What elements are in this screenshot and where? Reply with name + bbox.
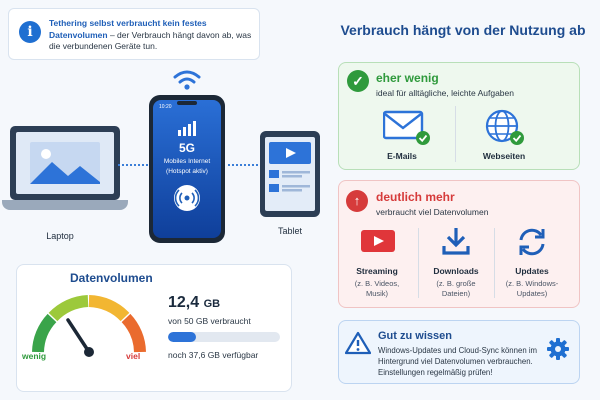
tip-heading: Gut zu wissen <box>378 330 452 342</box>
signal-icon <box>177 120 197 136</box>
streaming-sub2: Musik) <box>365 289 389 298</box>
phone-line2: (Hotspot aktiv) <box>166 168 208 175</box>
tablet-label: Tablet <box>277 226 303 236</box>
usage-progress-fill <box>168 332 196 342</box>
warning-icon <box>345 331 371 355</box>
play-icon <box>360 228 396 256</box>
low-usage-desc: ideal für alltägliche, leichte Aufgaben <box>376 88 514 98</box>
arrow-up-icon: ↑ <box>346 190 368 212</box>
low-usage-heading: eher wenig <box>376 71 439 85</box>
info-box <box>8 8 260 60</box>
info-icon: i <box>19 21 41 43</box>
wifi-icon <box>172 68 202 92</box>
low-usage-card <box>338 62 580 170</box>
updates-sub1: (z. B. Windows- <box>505 279 559 288</box>
gauge-high-label: viel <box>126 351 141 361</box>
connection-line-left <box>118 164 148 166</box>
used-amount: 12,4 GB <box>168 294 221 311</box>
downloads-sub2: Dateien) <box>441 289 471 298</box>
image-icon <box>30 142 100 184</box>
websites-label: Webseiten <box>482 151 526 161</box>
streaming-sub1: (z. B. Videos, <box>354 279 400 288</box>
download-icon <box>441 226 471 256</box>
connection-line-right <box>228 164 258 166</box>
phone-time: 10:20 <box>159 104 172 110</box>
info-text: Tethering selbst verbraucht kein festes Datenvolumen – der Verbrauch hängt davon ab, was die verbundenen Geräte tun. <box>49 18 252 51</box>
downloads-label: Downloads <box>433 266 479 276</box>
hotspot-icon <box>173 184 201 212</box>
mail-icon <box>383 110 431 146</box>
globe-icon <box>484 108 526 148</box>
high-usage-heading: deutlich mehr <box>376 190 455 204</box>
streaming-label: Streaming <box>356 266 398 276</box>
updates-label: Updates <box>515 266 549 276</box>
high-usage-desc: verbraucht viel Datenvolumen <box>376 207 489 217</box>
used-of-total: von 50 GB verbraucht <box>168 316 251 326</box>
phone-line1: Mobiles Internet <box>163 158 211 165</box>
gear-icon <box>546 337 570 361</box>
usage-title: Verbrauch hängt von der Nutzung ab <box>340 22 586 38</box>
downloads-sub1: (z. B. große <box>436 279 476 288</box>
network-type: 5G <box>178 141 195 155</box>
usage-progress-bar <box>168 332 280 342</box>
refresh-icon <box>516 226 548 258</box>
updates-sub2: Updates) <box>516 289 548 298</box>
laptop-label: Laptop <box>46 231 74 241</box>
gauge-low-label: wenig <box>22 351 47 361</box>
email-label: E-Mails <box>387 151 417 161</box>
check-icon: ✓ <box>347 70 369 92</box>
data-volume-title: Datenvolumen <box>70 271 153 285</box>
remaining-text: noch 37,6 GB verfügbar <box>168 350 259 360</box>
tablet-content-icon <box>269 142 311 206</box>
tip-text: Windows-Updates und Cloud-Sync können im Hintergrund viel Datenvolumen verbrauchen. Einstellungen regelmäßig prüfen! <box>378 346 538 377</box>
